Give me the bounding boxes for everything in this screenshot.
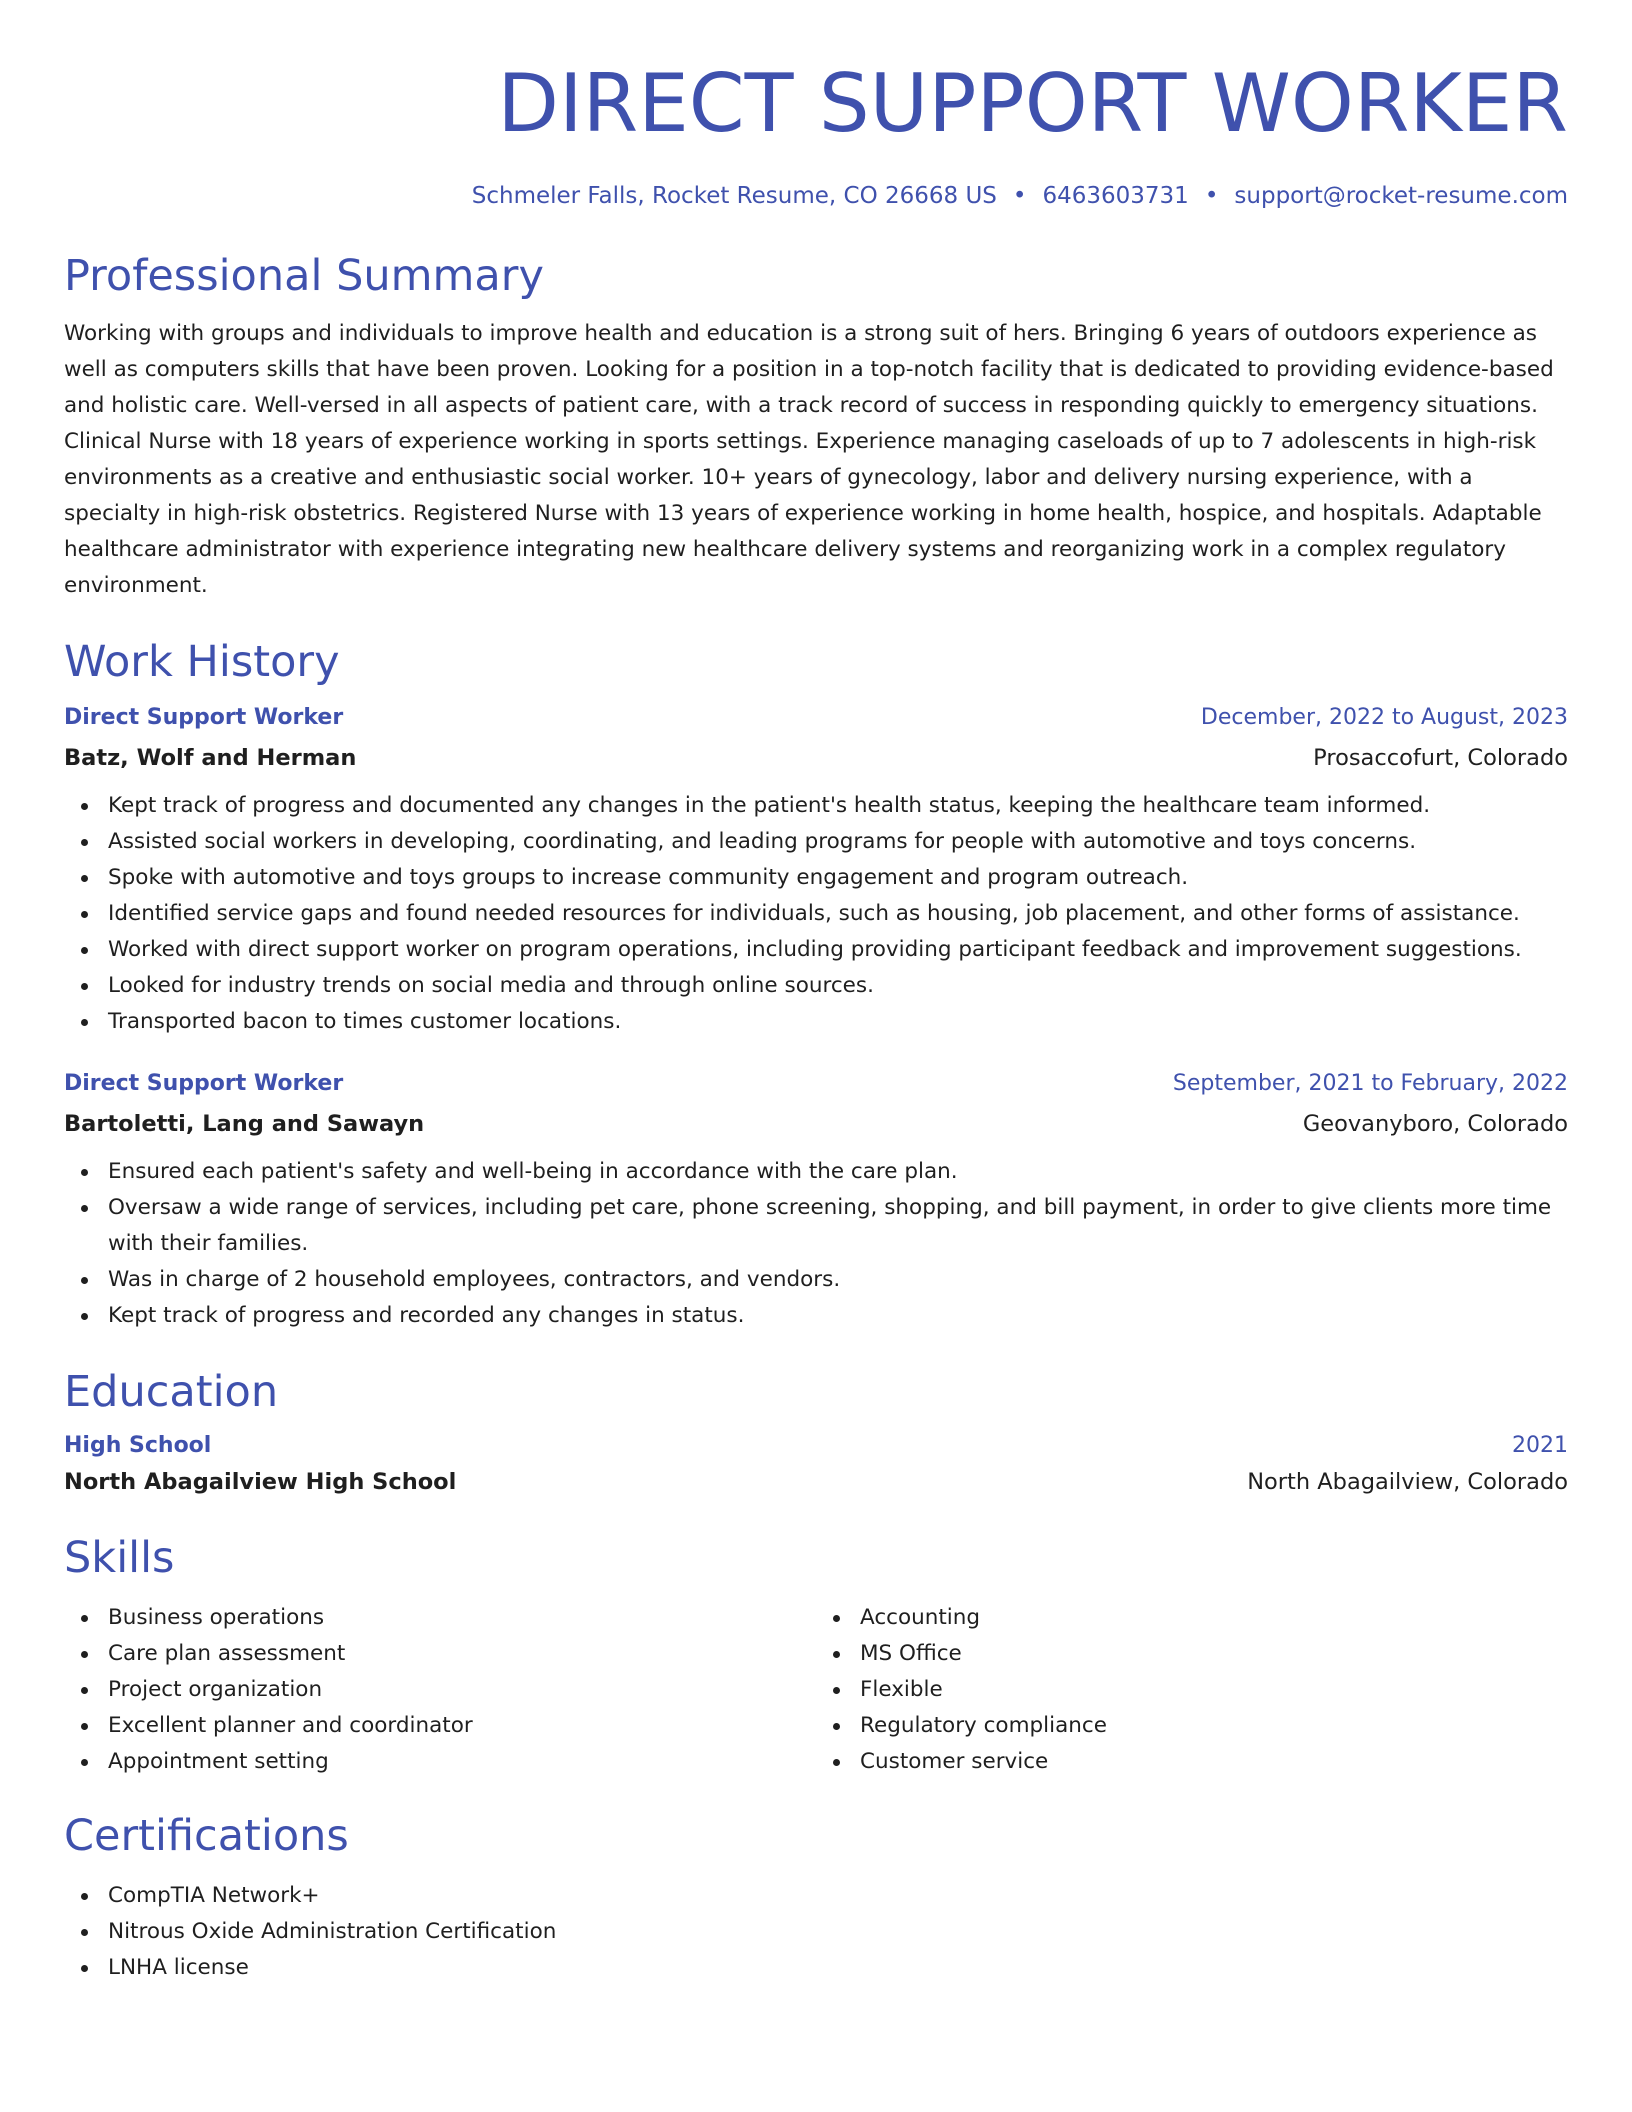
job-employer: Bartoletti, Lang and Sawayn xyxy=(64,1111,425,1137)
skill-item: Project organization xyxy=(108,1672,816,1708)
summary-heading: Professional Summary xyxy=(64,251,544,301)
skill-item: MS Office xyxy=(860,1636,1568,1672)
job-bullets xyxy=(64,1154,1568,1334)
certification-item: CompTIA Network+ xyxy=(108,1878,1568,1914)
education-heading: Education xyxy=(64,1367,279,1417)
skills-list-left xyxy=(64,1600,816,1780)
skill-item: Flexible xyxy=(860,1672,1568,1708)
job-title: Direct Support Worker xyxy=(64,705,344,730)
certifications-list xyxy=(64,1878,1568,1986)
skill-item: Customer service xyxy=(860,1744,1568,1780)
certification-item: Nitrous Oxide Administration Certification xyxy=(108,1914,1568,1950)
job-location: Geovanyboro, Colorado xyxy=(1302,1111,1568,1137)
job-bullet: Spoke with automotive and toys groups to increase community engagement and program outreach. xyxy=(108,860,1568,896)
job-bullet: Ensured each patient's safety and well-being in accordance with the care plan. xyxy=(108,1154,1568,1190)
skills-heading: Skills xyxy=(64,1533,175,1583)
job-bullet: Kept track of progress and recorded any changes in status. xyxy=(108,1298,1568,1334)
job-bullet: Looked for industry trends on social media and through online sources. xyxy=(108,968,1568,1004)
skills-list-right xyxy=(816,1600,1568,1780)
education-degree: High School xyxy=(64,1433,212,1458)
certifications-heading: Certifications xyxy=(64,1811,349,1861)
job-employer: Batz, Wolf and Herman xyxy=(64,745,357,771)
job-entry-2 xyxy=(64,1068,1568,1334)
job-title: Direct Support Worker xyxy=(64,1071,344,1096)
summary-text: Working with groups and individuals to improve health and education is a strong suit of hers. Bringing 6 years of outdoors experience as well as computers skills that have been proven. Looking for a position in a top-notch facility that is dedicated to providing evidence-based and holistic care. Well-versed in all aspects of patient care, with a track record of success in responding quickly to emergency situations. Clinical Nurse with 18 years of experience working in sports settings. Experience managing caseloads of up to 7 adolescents in high-risk environments as a creative and enthusiastic social worker. 10+ years of gynecology, labor and delivery nursing experience, with a specialty in high-risk obstetrics. Registered Nurse with 13 years of experience working in home health, hospice, and hospitals. Adaptable healthcare administrator with experience integrating new healthcare delivery systems and reorganizing work in a complex regulatory environment. xyxy=(64,321,1554,598)
job-bullet: Was in charge of 2 household employees, contractors, and vendors. xyxy=(108,1262,1568,1298)
contact-phone: 6463603731 xyxy=(1042,183,1189,209)
contact-address: Schmeler Falls, Rocket Resume, CO 26668 US xyxy=(471,183,997,209)
skill-item: Business operations xyxy=(108,1600,816,1636)
job-location: Prosaccofurt, Colorado xyxy=(1313,745,1568,771)
education-entry xyxy=(64,1430,1568,1498)
job-bullet: Identified service gaps and found needed resources for individuals, such as housing, job placement, and other forms of assistance. xyxy=(108,896,1568,932)
contact-line xyxy=(64,180,1568,212)
skill-item: Care plan assessment xyxy=(108,1636,816,1672)
job-bullet: Transported bacon to times customer locations. xyxy=(108,1004,1568,1040)
skill-item: Excellent planner and coordinator xyxy=(108,1708,816,1744)
job-dates: December, 2022 to August, 2023 xyxy=(1200,705,1568,730)
certification-item: LNHA license xyxy=(108,1950,1568,1986)
skill-item: Accounting xyxy=(860,1600,1568,1636)
job-dates: September, 2021 to February, 2022 xyxy=(1172,1071,1568,1096)
contact-separator: • xyxy=(1012,183,1027,209)
job-bullet: Assisted social workers in developing, coordinating, and leading programs for people with automotive and toys concerns. xyxy=(108,824,1568,860)
resume-page xyxy=(64,0,1568,1986)
education-location: North Abagailview, Colorado xyxy=(1247,1469,1568,1495)
job-bullets xyxy=(64,788,1568,1040)
job-bullet: Worked with direct support worker on program operations, including providing participant feedback and improvement suggestions. xyxy=(108,932,1568,968)
resume-name-title: DIRECT SUPPORT WORKER xyxy=(497,57,1568,150)
contact-separator: • xyxy=(1204,183,1219,209)
job-bullet: Kept track of progress and documented any changes in the patient's health status, keeping the healthcare team informed. xyxy=(108,788,1568,824)
job-bullet: Oversaw a wide range of services, including pet care, phone screening, shopping, and bill payment, in order to give clients more time with their families. xyxy=(108,1190,1568,1262)
education-school: North Abagailview High School xyxy=(64,1469,457,1495)
job-entry-1 xyxy=(64,702,1568,1040)
skills-columns xyxy=(64,1600,1568,1780)
education-year: 2021 xyxy=(1512,1433,1568,1458)
contact-email: support@rocket-resume.com xyxy=(1234,183,1568,209)
work-history-heading: Work History xyxy=(64,637,340,687)
skill-item: Regulatory compliance xyxy=(860,1708,1568,1744)
skill-item: Appointment setting xyxy=(108,1744,816,1780)
